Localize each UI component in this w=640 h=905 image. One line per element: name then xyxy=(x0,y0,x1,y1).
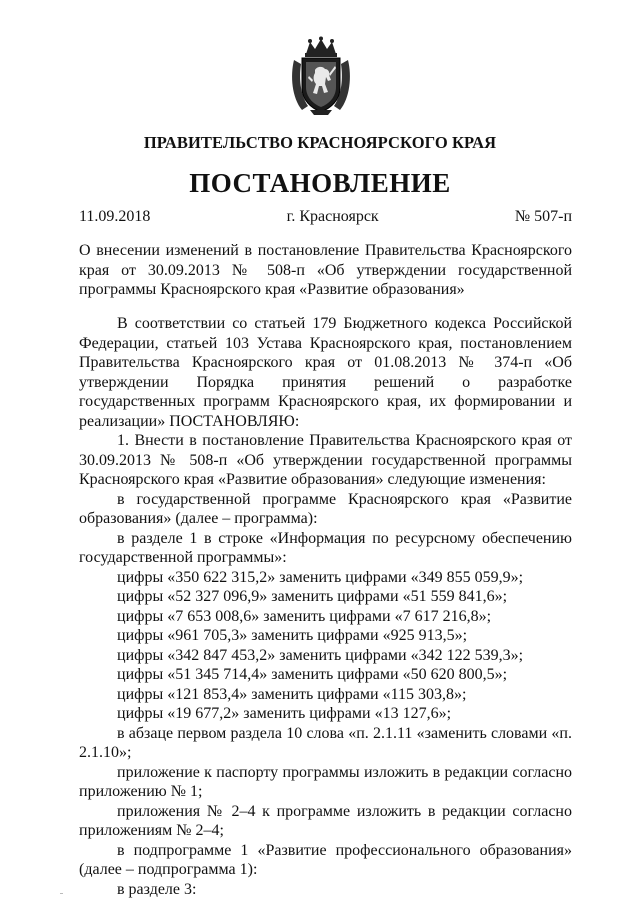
krasnoyarsk-coat-of-arms-icon xyxy=(288,36,354,116)
body-paragraph: в абзаце первом раздела 10 слова «п. 2.1.11 «заменить словами «п. 2.1.10»; xyxy=(79,724,572,761)
government-name: ПРАВИТЕЛЬСТВО КРАСНОЯРСКОГО КРАЯ xyxy=(143,133,497,152)
document-meta-row xyxy=(79,208,572,226)
body-paragraph: 1. Внести в постановление Правительства Красноярского края от 30.09.2013 № 508-п «Об утверждении государственной программы Красноярского края «Развитие образования» следующие изменения: xyxy=(79,432,572,488)
body-paragraph: приложения № 2–4 к программе изложить в редакции согласно приложениям № 2–4; xyxy=(79,802,572,839)
document-body xyxy=(79,314,572,899)
document-subject: О внесении изменений в постановление Правительства Красноярского края от 30.09.2013 № 508-п «Об утверждении государственной программы Красноярского края «Развитие образования» xyxy=(79,242,572,298)
document-date: 11.09.2018 xyxy=(79,208,151,225)
amendment-line: цифры «51 345 714,4» заменить цифрами «50 620 800,5»; xyxy=(117,666,508,683)
document-type-title: ПОСТАНОВЛЕНИЕ xyxy=(189,168,451,198)
amendment-line: цифры «350 622 315,2» заменить цифрами «349 855 059,9»; xyxy=(117,568,524,586)
body-paragraph: в государственной программе Красноярского края «Развитие образования» (далее – программа): xyxy=(79,490,572,527)
preamble-paragraph: В соответствии со статьей 179 Бюджетного кодекса Российской Федерации, статьей 103 Устава Красноярского края, постановлением Правительства Красноярского края от 01.08.2013 № 374-п «Об утверждении Порядка принятия решений о разработке государственных программ Красноярского края, их формировании и реализации» ПОСТАНОВЛЯЮ: xyxy=(79,315,572,430)
body-paragraph: приложение к паспорту программы изложить в редакции согласно приложению № 1; xyxy=(79,763,572,800)
document-city: г. Красноярск xyxy=(286,208,379,225)
scan-speck xyxy=(60,893,63,894)
amendment-line: цифры «19 677,2» заменить цифрами «13 127,6»; xyxy=(117,705,452,722)
body-paragraph: в разделе 3: xyxy=(117,880,197,898)
amendment-line: цифры «961 705,3» заменить цифрами «925 913,5»; xyxy=(117,627,468,644)
amendment-line: цифры «121 853,4» заменить цифрами «115 303,8»; xyxy=(117,685,467,703)
document-number: № 507-п xyxy=(514,208,572,225)
body-paragraph: в разделе 1 в строке «Информация по ресурсному обеспечению государственной программы»: xyxy=(79,529,572,566)
amendment-line: цифры «7 653 008,6» заменить цифрами «7 617 216,8»; xyxy=(117,607,492,625)
amendment-line: цифры «342 847 453,2» заменить цифрами «342 122 539,3»; xyxy=(117,646,524,664)
amendment-line: цифры «52 327 096,9» заменить цифрами «51 559 841,6»; xyxy=(117,588,508,605)
body-paragraph: в подпрограмме 1 «Развитие профессионального образования» (далее – подпрограмма 1): xyxy=(79,841,572,878)
